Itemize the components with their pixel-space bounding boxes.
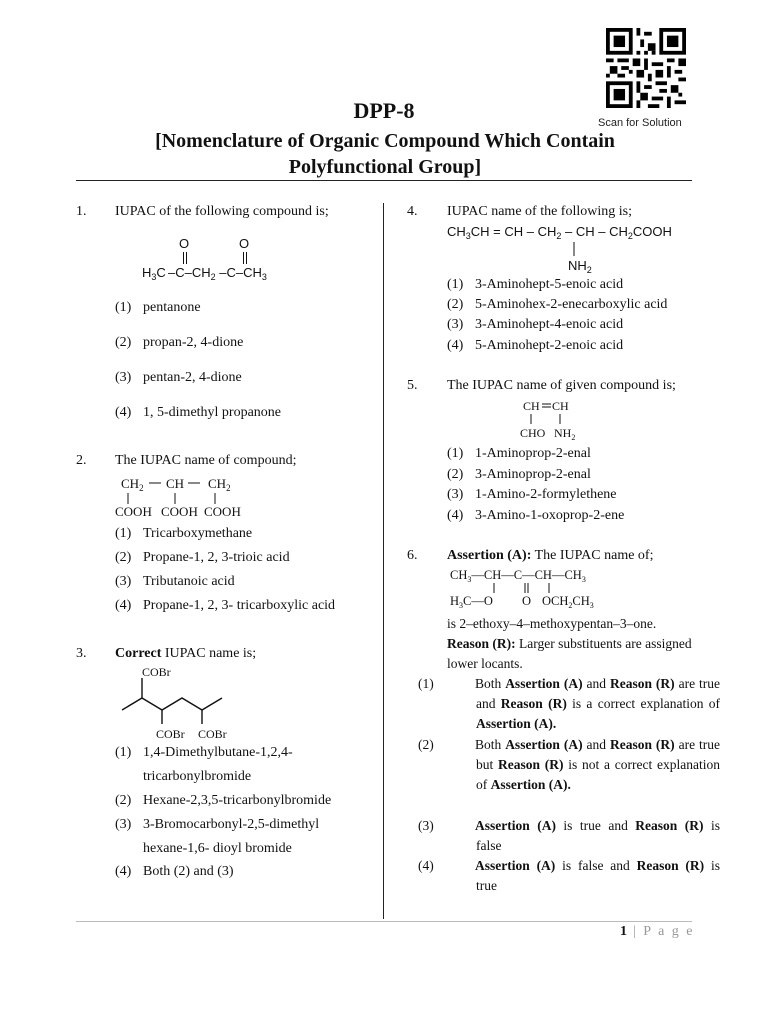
option-number: (2) (418, 737, 434, 752)
svg-text:CH2: $CH_2$ (208, 476, 231, 493)
qr-caption: Scan for Solution (598, 117, 682, 129)
option-number: (1) (447, 446, 464, 461)
option-number: (2) (115, 550, 132, 565)
q4-option-3[interactable] (447, 317, 623, 333)
q5-option-2[interactable] (447, 467, 591, 483)
q2-text: The IUPAC name of compound; (115, 453, 297, 468)
option-number: (4) (115, 405, 132, 420)
q3-structure (118, 664, 248, 742)
svg-text:CH: CH (166, 476, 185, 491)
q1-structure (138, 234, 308, 286)
svg-text:H3C: $H_3C$ (142, 265, 166, 282)
q2-option-4[interactable] (115, 598, 335, 614)
svg-text:H3C—O: $H_3C—O$ (450, 594, 493, 610)
svg-text:–C–CH2 –C–CH3: $-C-CH_2$ $-C-CH_3$ (168, 265, 267, 282)
q3-text (115, 646, 256, 662)
q1-number: 1. (76, 204, 87, 219)
option-number: (1) (115, 526, 132, 541)
option-text: pentan-2, 4-dione (143, 370, 242, 385)
svg-text:O: O (239, 236, 250, 251)
svg-text:CH3—CH—C—CH—CH3: $CH_3—CH—C—CH—CH_3$ (450, 568, 586, 584)
qr-code[interactable] (606, 28, 686, 108)
option-text: pentanone (143, 300, 201, 315)
svg-text:COOH: COOH (204, 504, 241, 519)
q3-option-4[interactable] (115, 864, 234, 880)
footer-rule (76, 921, 692, 922)
svg-text:CH: CH (552, 399, 569, 413)
page-number: 1 (620, 924, 627, 939)
reason-text: Larger substituents are assigned lower locants. (447, 636, 692, 671)
option-number: (1) (447, 277, 464, 292)
option-text: Propane-1, 2, 3- tricarboxylic acid (143, 598, 336, 613)
option-number: (1) (115, 745, 132, 760)
q4-option-4[interactable] (447, 338, 623, 354)
q1-option-1[interactable] (115, 300, 201, 316)
page-footer (620, 924, 695, 940)
q1-text: IUPAC of the following compound is; (115, 204, 329, 219)
option-text: 3-Amino-1-oxoprop-2-ene (475, 508, 625, 523)
option-text: 1, 5-dimethyl propanone (143, 405, 282, 420)
q4-text: IUPAC name of the following is; (447, 204, 632, 219)
svg-text:CH2: $CH_2$ (121, 476, 144, 493)
option-text: 3-Bromocarbonyl-2,5-dimethyl (143, 817, 320, 832)
svg-text:OCH2CH3: $OCH_2CH_3$ (542, 594, 594, 610)
q6-option-4[interactable]: (4) Assertion (A) is false and Reason (R) is true (418, 858, 720, 893)
option-number: (4) (115, 598, 132, 613)
option-text: 1,4-Dimethylbutane-1,2,4- (143, 745, 293, 760)
svg-text:CH3CH = CH – CH2 – CH – CH2COO: $CH_3CH$ = CH – $CH_2$ – CH – $CH_2COOH$ (447, 224, 672, 241)
dpp-heading: DPP-8 (353, 98, 415, 123)
option-number: (3) (447, 487, 464, 502)
option-text: 1-Aminoprop-2-enal (475, 446, 591, 461)
q4-option-2[interactable] (447, 297, 667, 313)
option-number: (2) (115, 335, 132, 350)
option-number: (3) (115, 370, 132, 385)
q3-number: 3. (76, 646, 87, 661)
q6-option-2[interactable]: (2) Both Assertion (A) and Reason (R) are true but Reason (R) is not a correct explanation of Assertion (A). (418, 737, 720, 792)
svg-text:NH2: $NH_2$ (554, 426, 576, 442)
assertion-text: The IUPAC name of; (531, 548, 654, 563)
q4-structure (445, 220, 675, 276)
q3-option-3-cont: hexane-1,6- dioyl bromide (143, 841, 292, 856)
svg-text:COOH: COOH (161, 504, 198, 519)
q3-text-rest: IUPAC name is; (161, 646, 257, 661)
q4-option-1[interactable] (447, 277, 623, 293)
option-text: 3-Aminohept-4-enoic acid (475, 317, 624, 332)
q5-option-1[interactable] (447, 446, 591, 462)
svg-text:NH2: $NH_2$ (568, 258, 592, 275)
q3-option-1[interactable] (115, 745, 293, 761)
q1-option-2[interactable] (115, 335, 243, 351)
option-number: (2) (447, 297, 464, 312)
q5-structure (520, 396, 600, 442)
assertion-label: Assertion (A): (447, 548, 532, 563)
option-number: (4) (447, 508, 464, 523)
q6-structure (448, 564, 618, 610)
q2-number: 2. (76, 453, 87, 468)
option-number: (2) (115, 793, 132, 808)
option-text: 5-Aminohex-2-enecarboxylic acid (475, 297, 668, 312)
q3-text-bold: Correct (115, 646, 162, 661)
option-text: 1-Amino-2-formylethene (475, 487, 617, 502)
option-text: 3-Aminohept-5-enoic acid (475, 277, 624, 292)
svg-text:CH: CH (523, 399, 540, 413)
q6-option-1[interactable]: (1) Both Assertion (A) and Reason (R) are true and Reason (R) is a correct explanation of Assertion (A). (418, 676, 720, 731)
q2-option-3[interactable] (115, 574, 235, 590)
option-text: Propane-1, 2, 3-trioic acid (143, 550, 290, 565)
svg-text:CHO: CHO (520, 426, 546, 440)
option-text: Tributanoic acid (143, 574, 235, 589)
option-number: (4) (447, 338, 464, 353)
option-number: (3) (447, 317, 464, 332)
q2-option-1[interactable] (115, 526, 252, 542)
reason-label: Reason (R): (447, 636, 516, 651)
option-number: (4) (418, 858, 434, 873)
option-number: (1) (418, 676, 434, 691)
q6-number: 6. (407, 548, 418, 563)
q6-reason (447, 634, 695, 674)
option-number: (2) (447, 467, 464, 482)
svg-text:O: O (179, 236, 190, 251)
option-text: Tricarboxymethane (143, 526, 253, 541)
q3-option-1-cont: tricarbonylbromide (143, 769, 252, 784)
title-line-1: [Nomenclature of Organic Compound Which Contain (155, 130, 615, 152)
option-number: (1) (115, 300, 132, 315)
option-number: (3) (115, 817, 132, 832)
option-text: propan-2, 4-dione (143, 335, 244, 350)
option-text: 5-Aminohept-2-enoic acid (475, 338, 624, 353)
q5-option-4[interactable] (447, 508, 624, 524)
svg-text:COBr: COBr (142, 665, 171, 679)
q1-option-3[interactable] (115, 370, 242, 386)
q4-number: 4. (407, 204, 418, 219)
svg-text:O: O (522, 594, 532, 608)
q6-is-line: is 2–ethoxy–4–methoxypentan–3–one. (447, 616, 657, 631)
q2-option-2[interactable] (115, 550, 290, 566)
q1-option-4[interactable] (115, 405, 281, 421)
svg-text:COBr: COBr (156, 727, 185, 741)
page-title (110, 128, 660, 180)
q6-assertion (447, 546, 653, 566)
q5-text: The IUPAC name of given compound is; (447, 378, 676, 393)
svg-text:COOH: COOH (115, 504, 152, 519)
q3-option-2[interactable] (115, 793, 331, 809)
option-text: 3-Aminoprop-2-enal (475, 467, 591, 482)
option-number: (3) (115, 574, 132, 589)
svg-text:COBr: COBr (198, 727, 227, 741)
q3-option-3[interactable] (115, 817, 319, 833)
option-text: Hexane-2,3,5-tricarbonylbromide (143, 793, 332, 808)
option-text: Both (2) and (3) (143, 864, 234, 879)
column-divider (383, 203, 384, 919)
option-number: (4) (115, 864, 132, 879)
q6-option-3[interactable]: (3) Assertion (A) is true and Reason (R) is false (418, 818, 720, 853)
option-number: (3) (418, 818, 434, 833)
header-rule (76, 180, 692, 181)
title-line-2: Polyfunctional Group] (288, 156, 482, 178)
page-label: | P a g e (633, 924, 695, 939)
q2-structure (115, 472, 265, 520)
q5-option-3[interactable] (447, 487, 617, 503)
q5-number: 5. (407, 378, 418, 393)
